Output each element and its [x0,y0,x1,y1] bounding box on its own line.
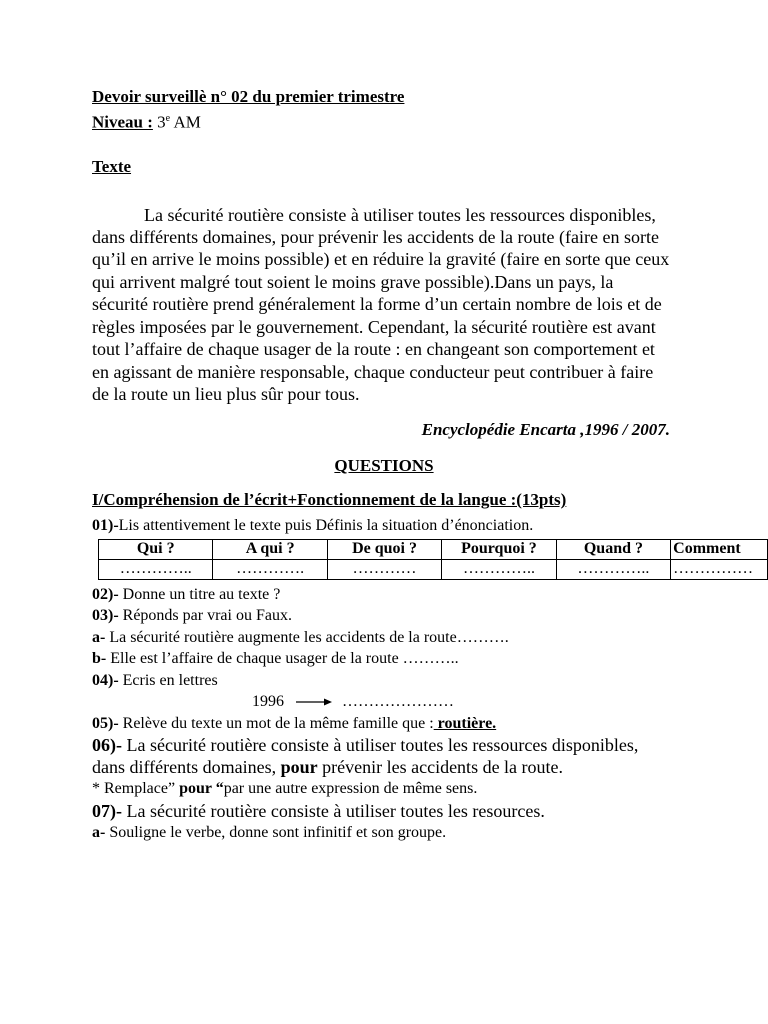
table-blank-cell: ………….. [442,559,557,579]
right-arrow-icon [296,697,332,707]
exam-page [92,86,768,843]
question-07a-letter: a- [92,823,106,841]
passage-source: Encyclopédie Encarta ,1996 / 2007. [421,420,670,440]
question-03-number: 03)- [92,607,119,625]
table-header-row [99,539,768,559]
question-03 [92,605,768,627]
question-03a-letter: a- [92,628,106,646]
table-header-cell: A qui ? [213,539,327,559]
question-07 [92,800,768,822]
question-03b-text: Elle est l’affaire de chaque usager de la route ……….. [106,650,459,668]
question-05 [92,713,768,735]
level-superscript: e [165,113,171,124]
question-06 [92,734,672,778]
question-04-year-line [92,691,768,713]
question-06-bold-word: pour [280,757,318,778]
text-heading: Texte [92,156,132,176]
question-01 [92,515,768,537]
question-02-number: 02)- [92,585,119,603]
question-06-star-bold: pour “ [179,780,224,798]
question-06-star-b: par une autre expression de même sens. [223,780,478,798]
table-row [99,559,768,579]
question-04 [92,670,768,692]
question-03a [92,627,768,649]
question-06-number: 06)- [92,735,122,756]
level-label: Niveau : [92,112,153,132]
table-header-cell: Quand ? [556,539,670,559]
table-header-cell: De quoi ? [327,539,441,559]
enunciation-table [98,539,768,580]
table-blank-cell: ………… [327,559,441,579]
question-06-text-a: La sécurité routière consiste à utiliser toutes les ressources disponibles, dans différents domaines, [92,735,639,778]
level-class: AM [173,112,201,132]
question-07a-text: Souligne le verbe, donne sont infinitif et son groupe. [105,823,447,841]
table-header-cell: Pourquoi ? [442,539,557,559]
question-04-year: 1996 [252,693,284,711]
question-02-text: Donne un titre au texte ? [118,585,281,603]
exam-title: Devoir surveillè n° 02 du premier trimestre [92,87,405,106]
question-01-text: Lis attentivement le texte puis Définis la situation d’énonciation. [118,517,534,535]
question-07a [92,822,768,844]
question-06-text-b: prévenir les accidents de la route. [317,757,564,778]
question-03b-letter: b- [92,650,107,668]
question-05-word: routière. [433,714,497,732]
question-07-number: 07)- [92,800,122,821]
level-number: 3 [157,112,166,132]
table-blank-cell: …………… [671,559,768,579]
question-04-blank: ………………… [342,693,454,711]
question-06-instruction [92,778,768,800]
reading-passage: La sécurité routière consiste à utiliser toutes les ressources disponibles, dans différents domaines, pour prévenir les accidents de la route (faire en sorte qu’il en arrive le moins possible) et en réduire la gravité (faire en sorte que ceux qui arrivent malgré tout soient le moins grave possible).Dans un pays, la sécurité routière prend généralement la forme d’un certain nombre de lois et de règles imposées par le gouvernement. Cependant, la sécurité routière est avant tout l’affaire de chaque usager de la route : en changeant son comportement et en agissant de manière responsable, chaque conducteur peut contribuer à faire de la route un lieu plus sûr pour tous. [92,204,670,404]
question-03b [92,648,768,670]
question-05-number: 05)- [92,714,119,732]
table-header-cell: Comment [671,539,768,559]
question-03-text: Réponds par vrai ou Faux. [118,607,292,625]
table-header-cell: Qui ? [99,539,213,559]
question-06-star-a: * Remplace” [92,780,180,798]
question-04-text: Ecris en lettres [118,671,218,689]
part1-heading: I/Compréhension de l’écrit+Fonctionnement de la langue :(13pts) [92,490,567,510]
table-blank-cell: ………….. [99,559,213,579]
question-02 [92,584,768,606]
question-05-text: Relève du texte un mot de la même famille que : [118,714,434,732]
question-03a-text: La sécurité routière augmente les accidents de la route………. [105,628,509,646]
table-blank-cell: ………….. [556,559,670,579]
table-blank-cell: …………. [213,559,327,579]
questions-heading: QUESTIONS [334,456,434,476]
question-07-text: La sécurité routière consiste à utiliser toutes les resources. [122,800,545,821]
question-04-number: 04)- [92,671,119,689]
question-01-number: 01)- [92,517,119,535]
level-line [92,108,768,134]
